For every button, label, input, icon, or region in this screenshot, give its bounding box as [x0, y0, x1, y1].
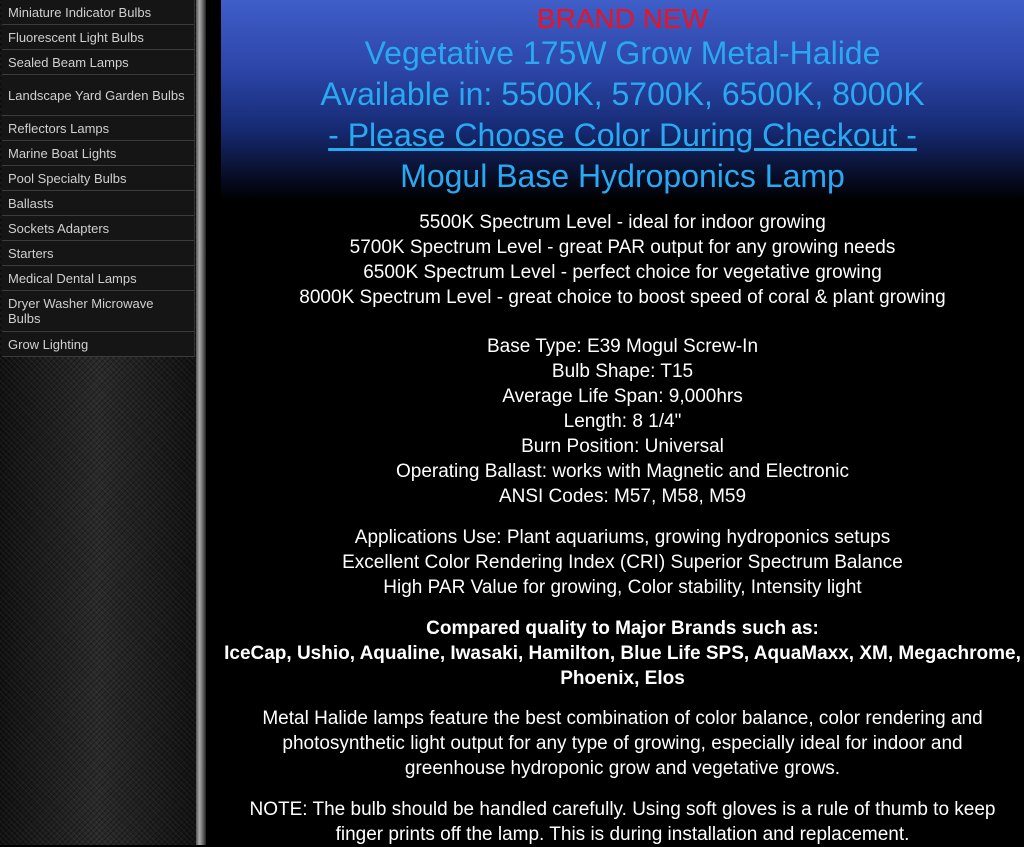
choose-color-link[interactable]: - Please Choose Color During Checkout - — [328, 117, 917, 153]
application-line: Excellent Color Rendering Index (CRI) Superior Spectrum Balance — [342, 552, 903, 573]
sidebar-item-label: Landscape Yard Garden Bulbs — [8, 87, 185, 103]
spec-list — [221, 334, 1024, 509]
spec-line: Average Life Span: 9,000hrs — [502, 386, 743, 407]
sidebar-item-label: Starters — [8, 245, 54, 261]
sidebar-item-label: Reflectors Lamps — [8, 120, 110, 136]
sidebar-item-dryer-washer-microwave-bulbs[interactable] — [2, 291, 194, 332]
product-summary: Metal Halide lamps feature the best combination of color balance, color rendering and photosynthetic light output for any type of growing, especially ideal for indoor and greenhouse hydroponic grow and vegetative grows. — [262, 708, 983, 779]
spectrum-list — [221, 210, 1024, 310]
sidebar-item-label: Dryer Washer Microwave Bulbs — [8, 296, 154, 326]
sidebar-item-medical-dental-lamps[interactable] — [2, 266, 194, 291]
sidebar-item-reflectors-lamps[interactable] — [2, 116, 194, 141]
spec-line: Base Type: E39 Mogul Screw-In — [486, 336, 759, 357]
brand-new-badge: BRAND NEW — [536, 3, 709, 34]
sidebar-item-grow-lighting[interactable] — [2, 332, 194, 357]
sidebar-item-label: Fluorescent Light Bulbs — [8, 29, 144, 45]
spec-line: Length: 8 1/4" — [563, 411, 682, 432]
sidebar-item-landscape-yard-garden-bulbs[interactable] — [2, 75, 194, 116]
spec-line: Operating Ballast: works with Magnetic and Electronic — [395, 461, 850, 482]
spec-line: Burn Position: Universal — [521, 436, 724, 457]
comparison-brands: IceCap, Ushio, Aqualine, Iwasaki, Hamilton, Blue Life SPS, AquaMaxx, XM, Megachrome, Phoenix, Elos — [224, 643, 1021, 689]
sidebar-item-sealed-beam-lamps[interactable] — [2, 50, 194, 75]
application-line: High PAR Value for growing, Color stability, Intensity light — [383, 577, 862, 598]
sidebar-item-label: Sockets Adapters — [8, 220, 110, 236]
category-menu — [2, 0, 195, 357]
sidebar — [0, 0, 196, 845]
sidebar-item-label: Sealed Beam Lamps — [8, 54, 129, 70]
sidebar-item-label: Grow Lighting — [8, 336, 89, 352]
comparison-heading: Compared quality to Major Brands such as: — [426, 618, 819, 639]
sidebar-item-miniature-indicator-bulbs[interactable] — [2, 0, 194, 25]
handling-note: NOTE: The bulb should be handled carefully. Using soft gloves is a rule of thumb to keep finger prints off the lamp. This is during installation and replacement. — [249, 799, 996, 845]
product-title-line: Vegetative 175W Grow Metal-Halide — [364, 35, 881, 71]
spec-line: Bulb Shape: T15 — [551, 361, 694, 382]
sidebar-item-marine-boat-lights[interactable] — [2, 141, 194, 166]
spectrum-line: 5700K Spectrum Level - great PAR output for any growing needs — [349, 237, 896, 258]
applications-list — [221, 525, 1024, 600]
sidebar-item-ballasts[interactable] — [2, 191, 194, 216]
sidebar-item-label: Medical Dental Lamps — [8, 270, 137, 286]
sidebar-item-fluorescent-light-bulbs[interactable] — [2, 25, 194, 50]
product-description — [221, 0, 1024, 847]
spectrum-line: 8000K Spectrum Level - great choice to boost speed of coral & plant growing — [299, 287, 946, 308]
column-divider — [196, 0, 206, 845]
product-availability: Available in: 5500K, 5700K, 6500K, 8000K — [320, 76, 925, 112]
brand-comparison — [221, 616, 1024, 691]
product-content — [206, 0, 1024, 845]
sidebar-item-label: Miniature Indicator Bulbs — [8, 4, 152, 20]
spec-line: ANSI Codes: M57, M58, M59 — [498, 486, 747, 507]
sidebar-item-label: Ballasts — [8, 195, 54, 211]
sidebar-item-sockets-adapters[interactable] — [2, 216, 194, 241]
spectrum-line: 6500K Spectrum Level - perfect choice for vegetative growing — [363, 262, 882, 283]
sidebar-item-label: Marine Boat Lights — [8, 145, 117, 161]
sidebar-item-pool-specialty-bulbs[interactable] — [2, 166, 194, 191]
spectrum-line: 5500K Spectrum Level - ideal for indoor growing — [419, 212, 826, 233]
sidebar-item-label: Pool Specialty Bulbs — [8, 170, 127, 186]
application-line: Applications Use: Plant aquariums, growing hydroponics setups — [354, 527, 891, 548]
product-base-line: Mogul Base Hydroponics Lamp — [400, 158, 845, 194]
sidebar-item-starters[interactable] — [2, 241, 194, 266]
